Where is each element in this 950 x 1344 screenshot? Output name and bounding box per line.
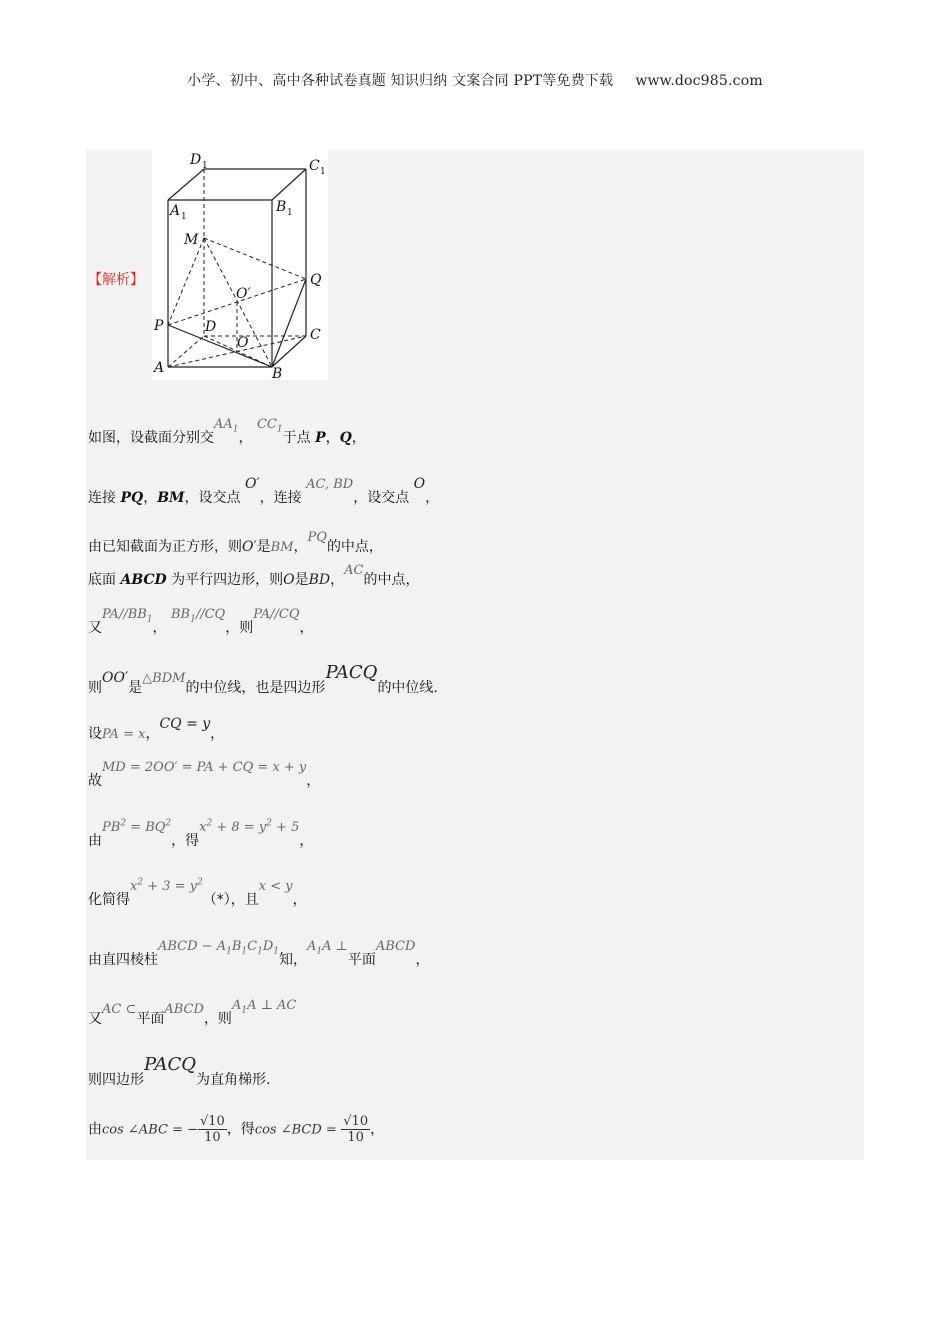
solution-line-2 bbox=[88, 476, 440, 507]
text: ， bbox=[238, 430, 253, 446]
math-triangle-BDM: △BDM bbox=[142, 671, 186, 686]
math-O: O bbox=[283, 572, 295, 588]
math-PB2-eq-BQ2: $PB^2 = BQ^2$ bbox=[102, 818, 172, 835]
text: ， bbox=[306, 773, 321, 789]
label-Q: Q bbox=[310, 272, 322, 288]
label-P: P bbox=[154, 318, 164, 334]
math-prism-name: ABCD − $A_1B_1C_1D_1$ bbox=[158, 939, 279, 957]
header-url: www.doc985.com bbox=[635, 73, 763, 89]
label-C1-sub: 1 bbox=[320, 167, 326, 177]
text: 平面 bbox=[347, 952, 376, 968]
text: 底面 bbox=[88, 572, 121, 588]
text: 的中点， bbox=[363, 572, 420, 588]
text: 连接 bbox=[88, 490, 121, 506]
fraction-sqrt10-over-10: $\frac{√10}{10}$ bbox=[343, 1114, 369, 1145]
math-cos-ABC: cos ∠ABC = − bbox=[102, 1122, 198, 1138]
text: ， bbox=[292, 892, 307, 908]
text: 是 bbox=[128, 680, 143, 696]
text: 由已知截面为正方形，则 bbox=[88, 539, 242, 555]
math-AC-BD: AC, BD bbox=[306, 477, 354, 492]
text: 知， bbox=[279, 952, 307, 968]
text: ， bbox=[330, 572, 345, 588]
point-P: P bbox=[315, 430, 326, 446]
text: ， bbox=[351, 430, 366, 446]
text: 设 bbox=[88, 726, 102, 742]
text: ，则 bbox=[225, 620, 254, 636]
text: ， bbox=[145, 726, 160, 742]
text: ， bbox=[415, 952, 430, 968]
text: ， bbox=[299, 833, 314, 849]
label-D: D bbox=[205, 319, 217, 335]
text: ， bbox=[325, 430, 340, 446]
label-D1-sub: 1 bbox=[202, 161, 208, 171]
label-A1: A bbox=[170, 203, 181, 219]
text: ，得 bbox=[226, 1121, 255, 1138]
math-CQ-eq-y: CQ = y bbox=[159, 716, 211, 732]
text: 平面 bbox=[136, 1011, 165, 1027]
math-BB1-parallel-CQ: $BB_1//CQ$ bbox=[171, 607, 226, 625]
solution-line-11 bbox=[88, 939, 430, 971]
solution-line-14 bbox=[88, 1114, 384, 1145]
text: ， bbox=[425, 490, 440, 506]
text: 的中位线. bbox=[377, 680, 438, 696]
page-header bbox=[0, 70, 950, 90]
text: ， bbox=[293, 539, 308, 555]
math-OO-prime: OO′ bbox=[102, 670, 129, 686]
math-cos-BCD: cos ∠BCD = bbox=[254, 1122, 337, 1138]
text: 的中点， bbox=[326, 539, 383, 555]
label-M: M bbox=[184, 232, 199, 248]
math-AC-subset: AC ⊂ bbox=[102, 1002, 137, 1017]
math-BM: BM bbox=[270, 540, 294, 555]
label-O-prime: O′ bbox=[236, 286, 251, 302]
text: （*），且 bbox=[202, 892, 259, 908]
text: 由 bbox=[88, 833, 102, 849]
text: 故 bbox=[88, 773, 102, 789]
text: ，设交点 bbox=[184, 490, 245, 506]
label-A1-sub: 1 bbox=[181, 212, 187, 222]
label-O: O bbox=[237, 335, 249, 351]
label-D1: D bbox=[190, 152, 202, 168]
text: 为直角梯形. bbox=[196, 1072, 271, 1088]
text: ， bbox=[210, 726, 225, 742]
solution-line-9 bbox=[88, 818, 314, 850]
text: 的中位线，也是四边形 bbox=[185, 680, 326, 696]
header-text: 小学、初中、高中各种试卷真题 知识归纳 文案合同 PPT等免费下载 bbox=[187, 73, 614, 89]
math-O-prime: O′ bbox=[242, 539, 257, 555]
math-BD: BD bbox=[308, 572, 331, 588]
solution-line-10 bbox=[88, 877, 307, 909]
label-A: A bbox=[154, 360, 165, 376]
text: 于点 bbox=[282, 430, 316, 446]
label-B: B bbox=[272, 366, 283, 380]
text: ，连接 bbox=[259, 490, 307, 506]
fraction-sqrt10-over-10: $\frac{√10}{10}$ bbox=[199, 1114, 225, 1145]
math-x2-plus-3: $x^2 + 3 = y^2$ bbox=[130, 877, 203, 894]
solution-line-5 bbox=[88, 607, 314, 639]
text: ，设交点 bbox=[353, 490, 414, 506]
math-A1A-perp-AC: $A_1A$ ⊥ AC bbox=[231, 998, 297, 1016]
math-PA-eq-x: PA = x bbox=[102, 727, 146, 742]
text: 是 bbox=[294, 572, 309, 588]
text: ， bbox=[152, 620, 167, 636]
solution-line-4 bbox=[88, 563, 420, 589]
segment-PQ: PQ bbox=[120, 490, 144, 506]
solution-line-6 bbox=[88, 662, 438, 697]
math-CC1: $CC_1$ bbox=[256, 417, 283, 435]
math-MD-equation: MD = 2OO′ = PA + CQ = x + y bbox=[102, 760, 307, 775]
math-ABCD: ABCD bbox=[164, 1002, 204, 1017]
math-x-lt-y: x < y bbox=[258, 879, 293, 894]
math-A1A-perp: $A_1A$ ⊥ bbox=[307, 939, 348, 957]
solution-line-8 bbox=[88, 760, 321, 790]
solution-line-12 bbox=[88, 998, 297, 1030]
text: 由直四棱柱 bbox=[88, 952, 158, 968]
math-x2-plus-8: $x^2 + 8 = y^2 + 5$ bbox=[199, 818, 300, 835]
math-PQ: PQ bbox=[307, 530, 327, 545]
text: 是 bbox=[256, 539, 271, 555]
analysis-tag: 【解析】 bbox=[88, 272, 144, 288]
text: 为平行四边形，则 bbox=[166, 572, 284, 588]
text: 则 bbox=[88, 680, 102, 696]
text: 化简得 bbox=[88, 892, 130, 908]
math-PACQ: PACQ bbox=[325, 662, 378, 683]
math-PA-parallel-CQ: PA//CQ bbox=[253, 607, 300, 622]
math-PACQ: PACQ bbox=[144, 1054, 196, 1075]
prism-figure bbox=[152, 150, 328, 380]
text: ，则 bbox=[203, 1011, 232, 1027]
label-C: C bbox=[310, 327, 321, 343]
math-ABCD: ABCD bbox=[375, 939, 416, 954]
solution-line-3 bbox=[88, 530, 383, 556]
segment-BM: BM bbox=[157, 490, 185, 506]
text: 如图，设截面分别交 bbox=[88, 430, 214, 446]
math-AC: AC bbox=[344, 563, 364, 578]
text: 则四边形 bbox=[88, 1072, 144, 1088]
text: 由 bbox=[88, 1121, 102, 1138]
text: ， bbox=[370, 1121, 385, 1138]
base-ABCD: ABCD bbox=[120, 572, 167, 588]
label-C1: C bbox=[309, 158, 320, 174]
text: ， bbox=[299, 620, 314, 636]
text: ， bbox=[143, 490, 158, 506]
math-O: O bbox=[413, 476, 426, 492]
solution-line-13 bbox=[88, 1054, 271, 1089]
text: 又 bbox=[88, 620, 102, 636]
math-PA-parallel-BB1: $PA//BB_1$ bbox=[102, 607, 153, 625]
math-O-prime: O′ bbox=[244, 476, 260, 492]
math-AA1: $AA_1$ bbox=[214, 417, 239, 435]
point-Q: Q bbox=[339, 430, 352, 446]
solution-line-7 bbox=[88, 716, 225, 743]
solution-line-1 bbox=[88, 417, 366, 449]
label-B1-sub: 1 bbox=[287, 208, 293, 218]
prism-diagram bbox=[152, 150, 328, 380]
text: 又 bbox=[88, 1011, 102, 1027]
label-B1: B bbox=[276, 199, 287, 215]
text: ，得 bbox=[171, 833, 200, 849]
